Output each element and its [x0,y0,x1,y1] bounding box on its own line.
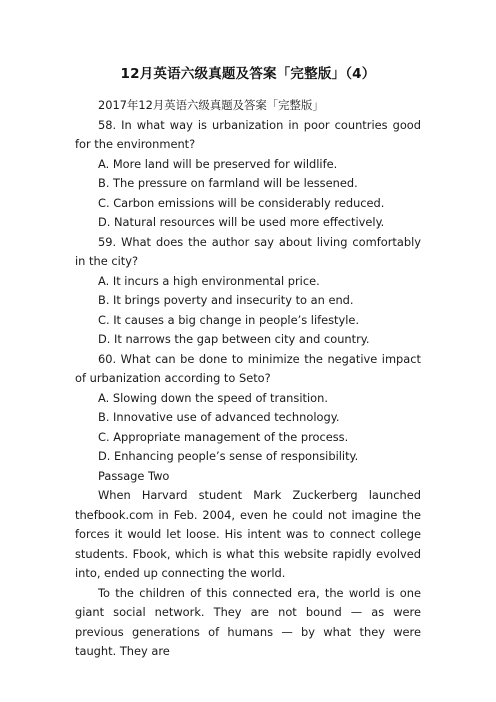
option-59-c: C. It causes a big change in people’s lifestyle. [98,312,360,327]
option-60-b: B. Innovative use of advanced technology. [98,410,340,424]
question-59: 59. What does the author say about living comfortably in the city? [75,234,421,268]
option-58-b: B. The pressure on farmland will be lessened. [98,176,358,190]
option-59-d: D. It narrows the gap between city and country. [98,332,370,346]
option-60-c: C. Appropriate management of the process. [98,429,349,444]
passage-heading: Passage Two [98,468,170,483]
option-58-d: D. Natural resources will be used more effectively. [98,215,385,229]
passage-paragraph: When Harvard student Mark Zuckerberg launched thefbook.com in Feb. 2004, even he could not imagine the forces it would let loose. His intent was to connect college students. Fbook, which is what this website rapidly evolved into, ended up connecting the world. [75,488,421,580]
option-60-a: A. Slowing down the speed of transition. [98,390,328,405]
question-60: 60. What can be done to minimize the negative impact of urbanization according to Seto? [75,351,421,385]
document-title: 12月英语六级真题及答案「完整版」（4） [120,66,376,82]
subtitle-paragraph: 2017年12月英语六级真题及答案「完整版」 [98,98,324,112]
option-59-b: B. It brings poverty and insecurity to an end. [98,293,354,307]
passage-paragraph: To the children of this connected era, the world is one giant social network. They are not bound — as were previous generations of humans — by what they were taught. They are [75,585,421,658]
option-60-d: D. Enhancing people’s sense of responsibility. [98,449,359,463]
option-58-a: A. More land will be preserved for wildlife. [98,156,338,171]
option-59-a: A. It incurs a high environmental price. [98,273,320,288]
option-58-c: C. Carbon emissions will be considerably reduced. [98,195,385,210]
question-58: 58. In what way is urbanization in poor countries good for the environment? [75,117,421,151]
document-body [75,96,421,662]
